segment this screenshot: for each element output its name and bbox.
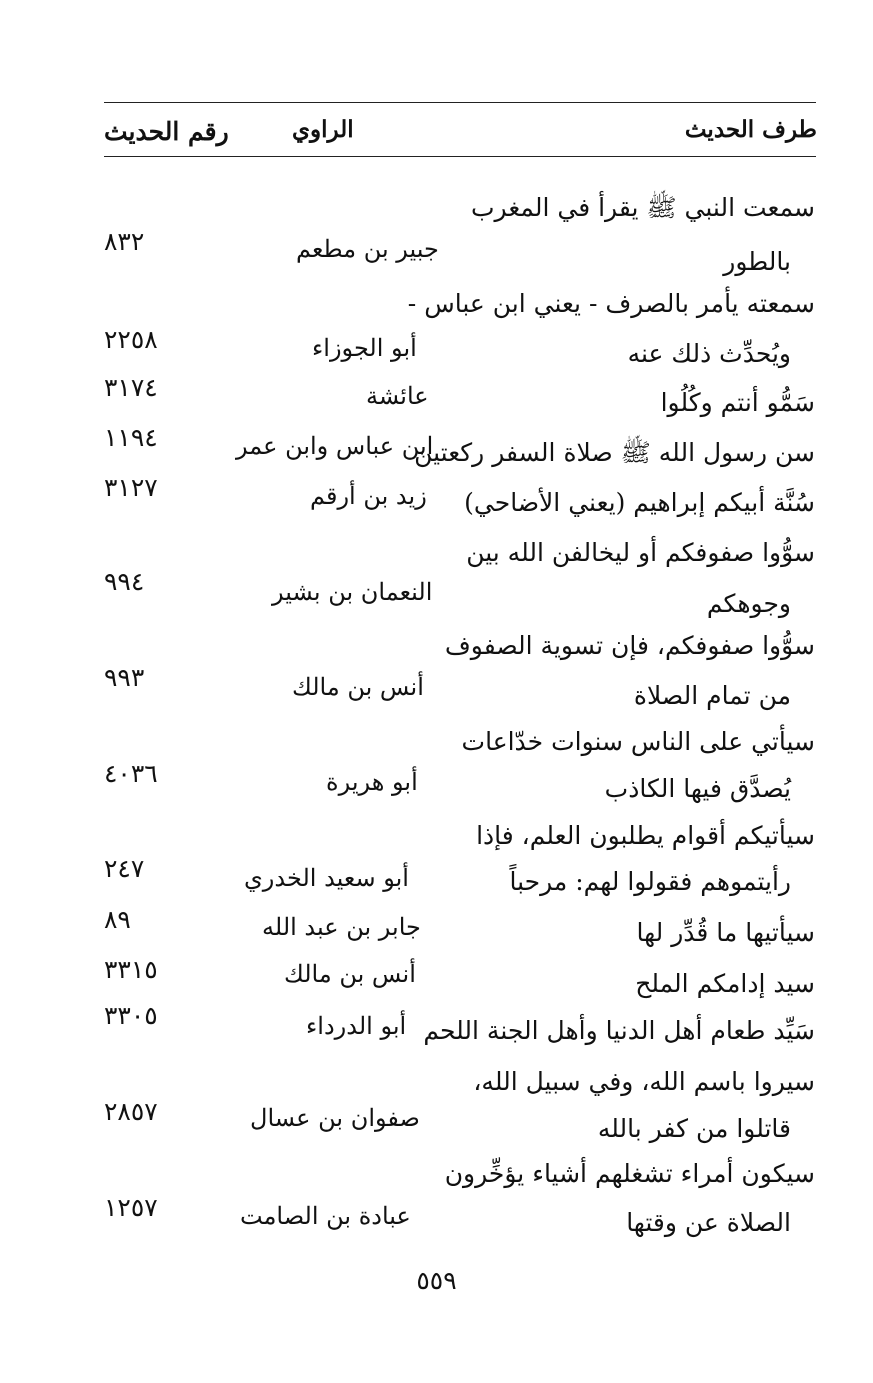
hadith-number: ٣١٢٧ [104, 473, 158, 502]
narrator-name: ابن عباس وابن عمر [236, 432, 434, 460]
hadith-text-line: سن رسول الله ﷺ صلاة السفر ركعتين [414, 438, 815, 467]
hadith-text-line: سَيِّد طعام أهل الدنيا وأهل الجنة اللحم [423, 1016, 815, 1045]
narrator-name: جبير بن مطعم [296, 235, 439, 263]
narrator-name: جابر بن عبد الله [262, 913, 421, 941]
hadith-text-line: سُنَّة أبيكم إبراهيم (يعني الأضاحي) [464, 488, 815, 517]
hadith-number: ٩٩٣ [104, 663, 145, 692]
hadith-number: ٣٣١٥ [104, 955, 158, 984]
hadith-text-line: سَمُّو أنتم وكُلُوا [660, 388, 815, 417]
narrator-name: النعمان بن بشير [272, 578, 433, 606]
narrator-name: صفوان بن عسال [250, 1104, 420, 1132]
hadith-text-line: سوُّوا صفوفكم، فإن تسوية الصفوف [444, 631, 815, 660]
hadith-text-line: يُصدَّق فيها الكاذب [604, 774, 791, 803]
narrator-name: أبو هريرة [326, 768, 418, 796]
narrator-name: عائشة [366, 382, 429, 410]
hadith-text-line: سيأتيها ما قُدِّر لها [636, 918, 815, 947]
narrator-name: أبو الجوزاء [312, 334, 417, 362]
column-header-narrator: الراوي [292, 116, 354, 143]
hadith-text-line: سيد إدامكم الملح [635, 969, 815, 998]
hadith-text-line: قاتلوا من كفر بالله [597, 1114, 791, 1143]
hadith-number: ٤٠٣٦ [104, 759, 158, 788]
hadith-text-line: بالطور [723, 247, 791, 276]
hadith-number: ٢٢٥٨ [104, 325, 158, 354]
hadith-text-line: الصلاة عن وقتها [626, 1208, 791, 1237]
hadith-text-line: سيروا باسم الله، وفي سبيل الله، [473, 1067, 815, 1096]
narrator-name: أنس بن مالك [284, 960, 416, 988]
narrator-name: أبو الدرداء [306, 1012, 407, 1040]
hadith-text-line: وجوهكم [706, 589, 791, 618]
narrator-name: زيد بن أرقم [310, 482, 427, 510]
column-header-hadith-text: طرف الحديث [684, 116, 817, 143]
hadith-text-line: سيكون أمراء تشغلهم أشياء يؤخِّرون [444, 1159, 815, 1188]
hadith-number: ٨٩ [104, 905, 131, 934]
header-top-rule [104, 102, 816, 103]
page-number: ٥٥٩ [416, 1266, 457, 1295]
hadith-text-line: سمعته يأمر بالصرف - يعني ابن عباس - [407, 289, 815, 318]
narrator-name: أبو سعيد الخدري [244, 864, 409, 892]
hadith-text-line: ويُحدِّث ذلك عنه [627, 339, 791, 368]
hadith-number: ١١٩٤ [104, 423, 158, 452]
hadith-text-line: سمعت النبي ﷺ يقرأ في المغرب [471, 193, 815, 222]
hadith-number: ٣٣٠٥ [104, 1001, 158, 1030]
hadith-number: ١٢٥٧ [104, 1193, 158, 1222]
hadith-number: ٣١٧٤ [104, 373, 158, 402]
hadith-number: ٢٤٧ [104, 854, 145, 883]
narrator-name: أنس بن مالك [292, 673, 424, 701]
narrator-name: عبادة بن الصامت [240, 1202, 411, 1230]
hadith-number: ٨٣٢ [104, 227, 145, 256]
hadith-text-line: سوُّوا صفوفكم أو ليخالفن الله بين [466, 538, 815, 567]
hadith-text-line: من تمام الصلاة [633, 681, 791, 710]
hadith-number: ٩٩٤ [104, 567, 145, 596]
hadith-number: ٢٨٥٧ [104, 1097, 158, 1126]
hadith-text-line: سيأتي على الناس سنوات خدّاعات [461, 727, 815, 756]
column-header-hadith-number: رقم الحديث [104, 117, 229, 146]
hadith-text-line: سيأتيكم أقوام يطلبون العلم، فإذا [476, 821, 815, 850]
hadith-text-line: رأيتموهم فقولوا لهم: مرحباً [509, 867, 791, 896]
header-bottom-rule [104, 156, 816, 157]
